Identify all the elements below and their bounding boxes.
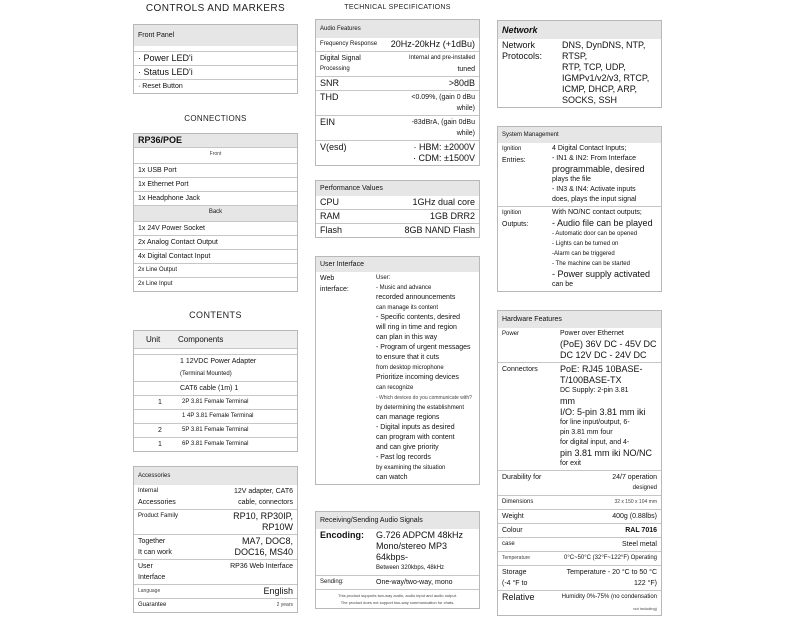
ui-line: and can give priority [376, 444, 439, 451]
ui-line: to ensure that it cuts [376, 354, 440, 361]
ui-line: can watch [376, 474, 408, 481]
family-row: Product Family RP10, RP30IP, RP10W [134, 510, 297, 535]
outputs-line: can be [552, 281, 574, 288]
back-item: 4x Digital Contact Input [134, 250, 297, 264]
front-panel-header: Front Panel [134, 25, 297, 46]
rs-notes: This product supports two-way audio, audio input and audio output. The product does not support two-way communication for chats. [338, 593, 457, 605]
colour-row: Colour RAL 7016 [498, 524, 661, 538]
contents-unit: 1 [158, 399, 162, 406]
rp36-header: RP36/POE [134, 134, 297, 148]
thd-row: THD <0.09%, (gain 0 dBu while) [316, 91, 479, 116]
ui-line: by determining the establishment [376, 405, 465, 411]
connectors-lines [560, 364, 657, 469]
front-panel-box [133, 24, 298, 94]
ui-line: - Music and advance [376, 285, 432, 291]
case-row: case Steel metal [498, 538, 661, 552]
rs-box [315, 511, 480, 609]
outputs-line: - Audio file can be played [552, 218, 653, 228]
outputs-line: - The machine can be started [552, 261, 630, 267]
network-row: Network Protocols: DNS, DynDNS, NTP, RTSP, RTP, TCP, UDP, IGMPv1/v2/v3, RTCP, ICMP, DHCP, ARP, SOCKS, SSH [502, 40, 650, 105]
relative-row: Relative Humidity 0%-75% (no condensation not including) [502, 592, 657, 611]
dimensions-row: Dimensions 32 x 150 x 104 mm [498, 496, 661, 510]
contents-line: 1 12VDC Power Adapter [180, 358, 257, 365]
ui-line: can manage its content [376, 305, 439, 311]
front-item: 1x Ethernet Port [134, 178, 297, 192]
contents-text: 2P 3.81 Female Terminal [182, 399, 249, 405]
ui-line: can recognize [376, 385, 414, 391]
contents-row [134, 438, 297, 451]
protocols-label: Protocols: [502, 51, 543, 61]
back-item: 1x 24V Power Socket [134, 222, 297, 236]
hardware-box [497, 310, 662, 616]
connectors-line: for line input/output, 6- [560, 419, 630, 426]
contents-header-row [134, 331, 297, 349]
network-label: Network [502, 40, 536, 50]
accessories-box [133, 466, 298, 613]
system-box [497, 126, 662, 292]
sending-value: One-way/two-way, mono [376, 579, 453, 586]
contents-row [134, 410, 297, 424]
components-header: Components [178, 335, 224, 344]
tech-specs-title: TECHNICAL SPECIFICATIONS [344, 4, 451, 11]
front-label: Front [134, 148, 297, 164]
ui-line: - Specific contents, desired [376, 314, 461, 321]
contents-unit [138, 411, 182, 422]
back-label: Back [134, 206, 297, 222]
front-item: 1x USB Port [134, 164, 297, 178]
ui-lines [376, 273, 475, 483]
back-item: 2x Analog Contact Output [134, 236, 297, 250]
outputs-line: -Alarm can be triggered [552, 251, 615, 257]
ui-line: can program with content [376, 434, 455, 441]
sending-label: Sending: [320, 579, 344, 585]
ui-box [315, 256, 480, 485]
connectors-line: mm [560, 396, 575, 406]
column-right [497, 0, 662, 616]
weight-row: Weight 400g (0.88lbs) [498, 510, 661, 524]
front-panel-item: · Status LED'i [134, 66, 297, 80]
connectors-line: PoE: RJ45 10BASE- [560, 364, 643, 374]
accessories-header: Accessories [134, 467, 297, 485]
front-item: 1x Headphone Jack [134, 192, 297, 206]
column-left [133, 0, 298, 613]
back-item: 2x Line Input [138, 281, 173, 287]
connectors-row: Connectors PoE: RJ45 10BASE- T/100BASE-TX DC Supply: 2-pin 3.81 mm I/O: 5-pin 3.81 mm iki for line input/output, 6- pin 3.81 mm four for digital input, and 4- pin 3.81 mm iki NO/NC for exit [498, 363, 661, 471]
ui-web-label: Web [320, 275, 335, 282]
encoding-row: Encoding: G.726 ADPCM 48kHz Mono/stereo MP3 64kbps- Between 320kbps, 48kHz [316, 529, 479, 576]
perf-row: CPU 1GHz dual core [316, 196, 479, 210]
ui-line: - Which devices do you communicate with? [376, 395, 472, 401]
connectors-line: for digital input, and 4- [560, 439, 630, 446]
outputs-line: - Lights can be turned on [552, 241, 619, 247]
entries-line: programmable, desired [552, 164, 645, 174]
storage-row: Storage Temperature - 20 °C to 50 °C (-4 °F to 122 °F) [498, 566, 661, 591]
contents-text: 5P 3.81 Female Terminal [182, 427, 249, 433]
ignition-entries-row: Ignition Entries: 4 Digital Contact Inputs; - IN1 & IN2: From Interface programmable, desired plays the file - IN3 & IN4: Activate inputs does, plays the input signal [498, 143, 661, 207]
performance-box [315, 180, 480, 238]
contents-line: CAT6 cable (1m) 1 [134, 382, 297, 396]
connectors-line: I/O: 5-pin 3.81 mm iki [560, 407, 646, 417]
contents-line: (Terminal Mounted) [134, 368, 297, 382]
freq-row: Frequency Response 20Hz-20kHz (+1dBu) [316, 38, 479, 52]
rp36-box [133, 133, 298, 292]
connectors-line: T/100BASE-TX [560, 375, 622, 385]
controls-title: CONTROLS AND MARKERS [145, 3, 286, 14]
outputs-line: - Automatic door can be opened [552, 231, 638, 237]
ui-line: - Digital inputs as desired [376, 424, 455, 431]
vesd-row: V(esd) · HBM: ±2000V · CDM: ±1500V [320, 142, 475, 163]
contents-unit: 2 [158, 427, 162, 434]
system-header: System Management [498, 127, 661, 143]
network-box [497, 20, 662, 108]
ui-line: by examining the situation [376, 465, 446, 471]
perf-row: Flash 8GB NAND Flash [320, 225, 475, 235]
ui-interface-label: interface: [320, 286, 349, 293]
ui-line: from desktop microphone [376, 365, 444, 371]
front-panel-item: · Power LED'i [134, 52, 297, 66]
ui-line: - Program of urgent messages [376, 344, 471, 351]
user-interface-row: User RP36 Web Interface Interface [134, 560, 297, 585]
front-panel-item: · Reset Button [138, 83, 183, 90]
dsp-row: Digital Signal Internal and pre-installed Processing tuned [316, 52, 479, 77]
ui-line: - Past log records [376, 454, 431, 461]
guarantee-row: Guarantee 2 years [138, 602, 293, 608]
ui-row [316, 272, 479, 484]
connectors-line: for exit [560, 460, 582, 467]
audio-header: Audio Features [316, 20, 479, 38]
ui-header: User Interface [316, 257, 479, 272]
outputs-line: - Power supply activated [552, 269, 651, 279]
contents-box [133, 330, 298, 452]
ein-row: EIN -83dBrA, (gain 0dBu while) [316, 116, 479, 141]
connectors-line: DC Supply: 2-pin 3.81 [560, 387, 629, 394]
rs-header: Receiving/Sending Audio Signals [316, 512, 479, 529]
contents-title: CONTENTS [189, 310, 242, 320]
contents-row [134, 396, 297, 410]
contents-unit: 1 [158, 441, 162, 448]
outputs-line: With NO/NC contact outputs; [552, 209, 642, 216]
ui-line: User: [376, 275, 391, 281]
entries-line: 4 Digital Contact Inputs; [552, 145, 627, 152]
ui-line: recorded announcements [376, 294, 456, 301]
hardware-header: Hardware Features [498, 311, 661, 328]
encoding-label: Encoding: [320, 530, 364, 540]
ui-line: Prioritize incoming devices [376, 374, 459, 381]
ui-line: will ring in time and region [376, 324, 457, 331]
entries-line: does, plays the input signal [552, 196, 637, 203]
unit-header: Unit [146, 335, 161, 344]
ignition-outputs-row: Ignition Outputs: With NO/NC contact outputs; - Audio file can be played - Automatic door can be opened - Lights can be turned on -Alarm can be triggered - The machine can be started - Power supply activated can be [498, 207, 661, 291]
accessories-row: Internal 12V adapter, CAT6 Accessories cable, connectors [134, 485, 297, 510]
contents-row [134, 424, 297, 438]
back-item: 2x Line Output [134, 264, 297, 278]
connections-title: CONNECTIONS [184, 114, 247, 123]
ui-line: can manage regions [376, 414, 440, 421]
temperature-row: Temperature 0°C~50°C (32°F~122°F) Operating [498, 552, 661, 566]
language-row: Language English [134, 585, 297, 599]
together-row: Together MA7, DOC8, It can work DOC16, MS40 [134, 535, 297, 560]
connectors-line: pin 3.81 mm four [560, 429, 613, 436]
snr-row: SNR >80dB [316, 77, 479, 91]
connectors-line: pin 3.81 mm iki NO/NC [560, 448, 653, 458]
sending-row [316, 576, 479, 590]
audio-box [315, 19, 480, 166]
perf-row: RAM 1GB DRR2 [316, 210, 479, 224]
durability-row: Durability for 24/7 operation designed [498, 471, 661, 496]
column-middle [315, 0, 480, 609]
ui-line: can plan in this way [376, 334, 438, 341]
entries-line: - IN1 & IN2: From Interface [552, 155, 637, 162]
entries-line: plays the file [552, 176, 591, 183]
power-row: Power Power over Ethernet (PoE) 36V DC - 45V DC DC 12V DC - 24V DC [498, 328, 661, 363]
contents-text: 6P 3.81 Female Terminal [182, 441, 249, 447]
entries-line: - IN3 & IN4: Activate inputs [552, 186, 636, 193]
outputs-lines [552, 208, 657, 290]
performance-header: Performance Values [316, 181, 479, 196]
network-header: Network [498, 21, 661, 39]
entries-lines [552, 144, 657, 205]
contents-text: 1 4P 3.81 Female Terminal [182, 413, 254, 419]
